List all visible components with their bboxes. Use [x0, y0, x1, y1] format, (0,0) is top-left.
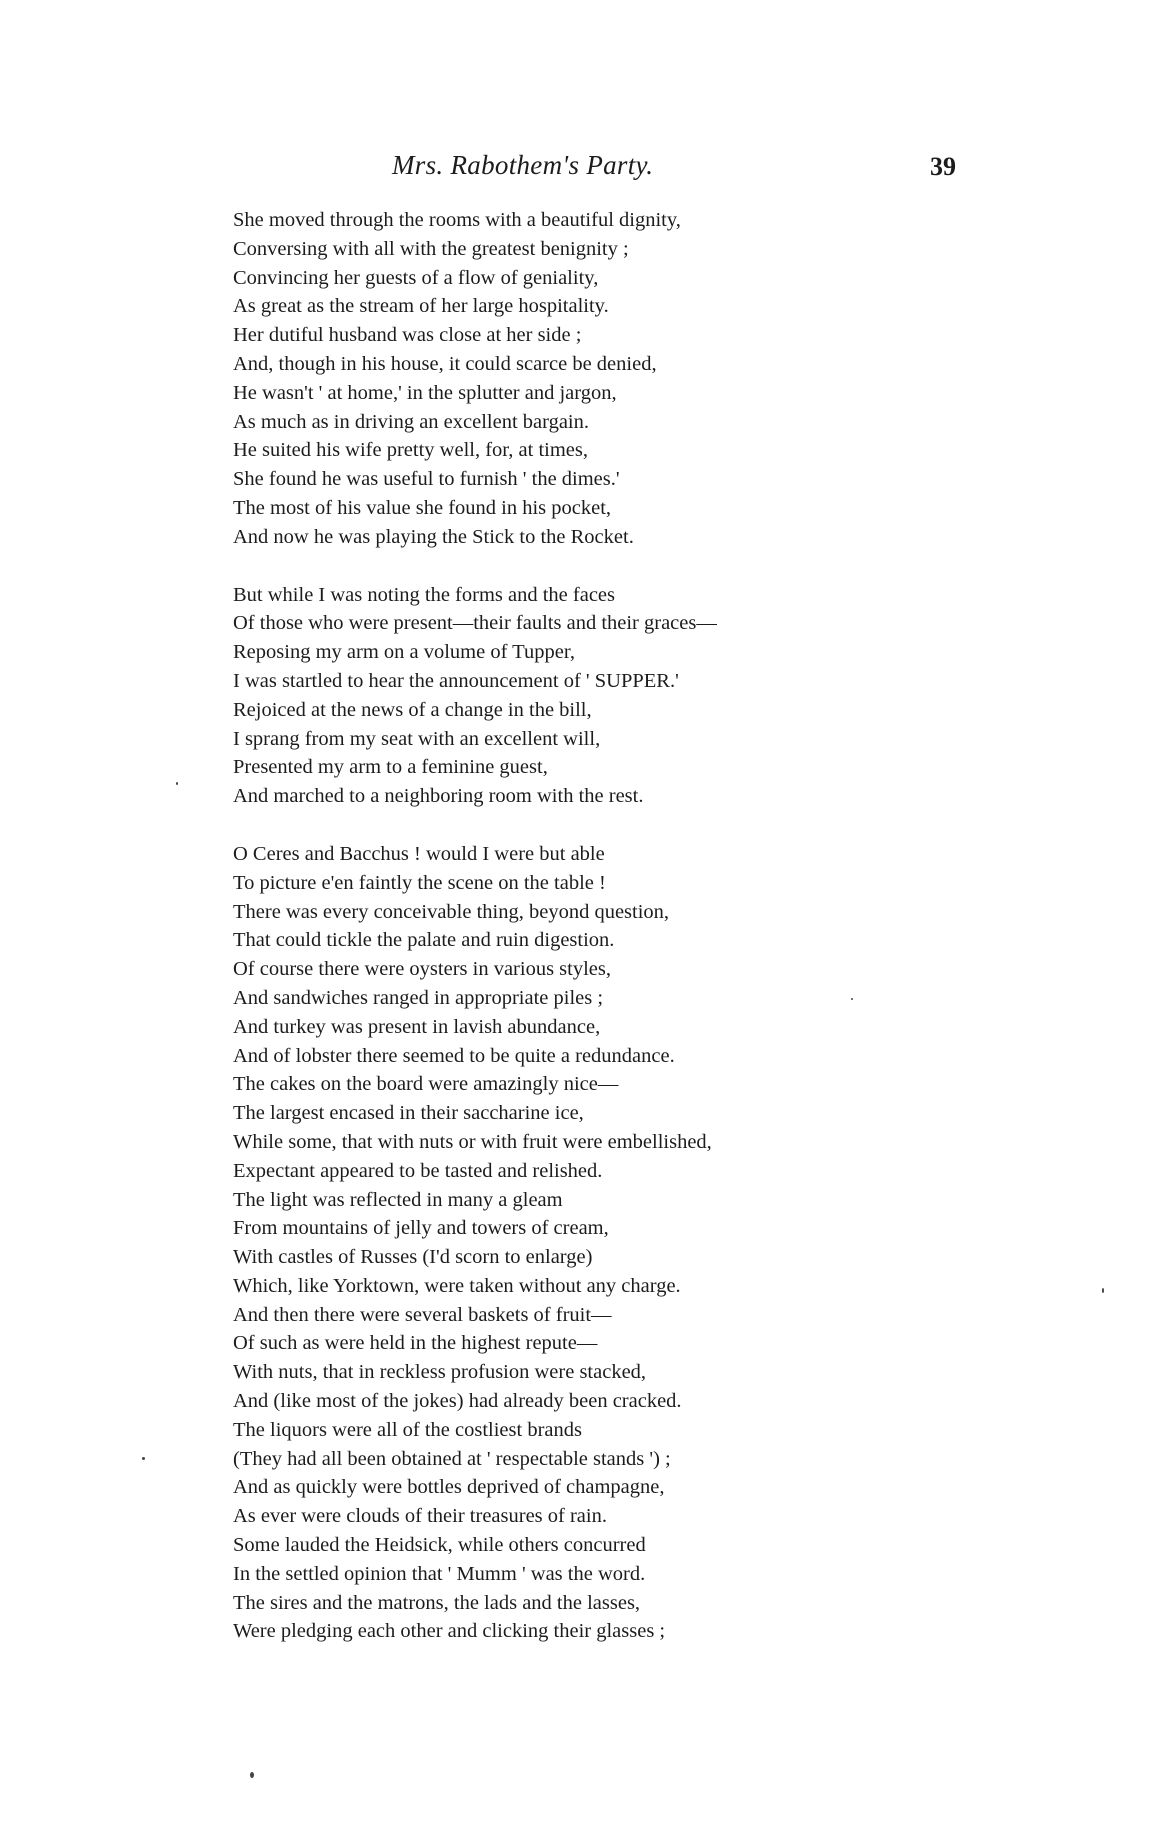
poem-line: The liquors were all of the costliest brands — [233, 1418, 582, 1441]
poem-line: That could tickle the palate and ruin digestion. — [233, 929, 615, 952]
poem-line: Conversing with all with the greatest benignity ; — [233, 237, 629, 260]
poem-line: And then there were several baskets of fruit— — [233, 1303, 612, 1326]
poem-line: Rejoiced at the news of a change in the bill, — [233, 698, 592, 721]
poem-line: The most of his value she found in his pocket, — [233, 496, 612, 519]
poem-line: Convincing her guests of a flow of geniality, — [233, 266, 599, 289]
poem-line: Of those who were present—their faults and their graces— — [233, 612, 717, 635]
poem-line: Which, like Yorktown, were taken without any charge. — [233, 1274, 681, 1297]
poem-body — [233, 206, 1113, 1646]
poem-line: Some lauded the Heidsick, while others concurred — [233, 1534, 646, 1557]
poem-line: She moved through the rooms with a beautiful dignity, — [233, 209, 681, 231]
poem-line: The sires and the matrons, the lads and the lasses, — [233, 1591, 641, 1614]
poem-line: To picture e'en faintly the scene on the table ! — [233, 871, 606, 894]
print-speck — [250, 1772, 254, 1778]
poem-line: Expectant appeared to be tasted and relished. — [233, 1159, 603, 1182]
poem-line: But while I was noting the forms and the faces — [233, 583, 616, 606]
poem-line: And (like most of the jokes) had already been cracked. — [233, 1390, 682, 1413]
poem-line: And now he was playing the Stick to the Rocket. — [233, 525, 634, 548]
poem-line: And marched to a neighboring room with the rest. — [233, 785, 644, 808]
poem-line: And turkey was present in lavish abundance, — [233, 1015, 601, 1038]
poem-line: From mountains of jelly and towers of cream, — [233, 1217, 609, 1240]
poem-line: While some, that with nuts or with fruit were embellished, — [233, 1130, 712, 1153]
poem-line: And, though in his house, it could scarce be denied, — [233, 352, 657, 375]
poem-line: As ever were clouds of their treasures of rain. — [233, 1505, 607, 1528]
stanza — [233, 581, 1113, 811]
poem-line: (They had all been obtained at ' respectable stands ') ; — [233, 1447, 671, 1470]
poem-line: And of lobster there seemed to be quite a redundance. — [233, 1044, 675, 1067]
poem-line: And as quickly were bottles deprived of champagne, — [233, 1476, 665, 1499]
poem-line: With nuts, that in reckless profusion were stacked, — [233, 1361, 647, 1384]
poem-line: She found he was useful to furnish ' the dimes.' — [233, 468, 620, 491]
poem-line: With castles of Russes (I'd scorn to enlarge) — [233, 1246, 593, 1269]
poem-line: I was startled to hear the announcement of ' SUPPER.' — [233, 669, 679, 692]
poem-line: The largest encased in their saccharine ice, — [233, 1102, 584, 1125]
poem-line: As much as in driving an excellent bargain. — [233, 410, 589, 433]
poem-line: Were pledging each other and clicking their glasses ; — [233, 1620, 666, 1643]
poem-line: He suited his wife pretty well, for, at times, — [233, 439, 588, 462]
poem-line: Presented my arm to a feminine guest, — [233, 756, 548, 779]
poem-line: There was every conceivable thing, beyond question, — [233, 900, 670, 923]
poem-line: Her dutiful husband was close at her side ; — [233, 324, 582, 347]
poem-line: I sprang from my seat with an excellent will, — [233, 727, 601, 750]
poem-line: And sandwiches ranged in appropriate piles ; — [233, 986, 604, 1009]
running-title: Mrs. Rabothem's Party. — [392, 150, 654, 180]
poem-line: He wasn't ' at home,' in the splutter and jargon, — [233, 381, 617, 404]
poem-line: In the settled opinion that ' Mumm ' was the word. — [233, 1562, 646, 1585]
poem-line: Of such as were held in the highest repute— — [233, 1332, 598, 1355]
stanza — [233, 206, 1113, 552]
print-speck — [1102, 1288, 1104, 1293]
stanza — [233, 840, 1113, 1646]
poem-line: The cakes on the board were amazingly nice— — [233, 1073, 619, 1096]
print-speck — [142, 1457, 145, 1460]
poem-line: The light was reflected in many a gleam — [233, 1188, 563, 1211]
page-number: 39 — [930, 152, 956, 181]
print-speck — [851, 998, 853, 1000]
running-head — [0, 150, 1152, 186]
print-speck — [176, 782, 178, 785]
poem-line: Of course there were oysters in various styles, — [233, 958, 611, 981]
poem-line: Reposing my arm on a volume of Tupper, — [233, 641, 575, 664]
poem-line: As great as the stream of her large hospitality. — [233, 295, 609, 318]
poem-line: O Ceres and Bacchus ! would I were but able — [233, 842, 605, 865]
